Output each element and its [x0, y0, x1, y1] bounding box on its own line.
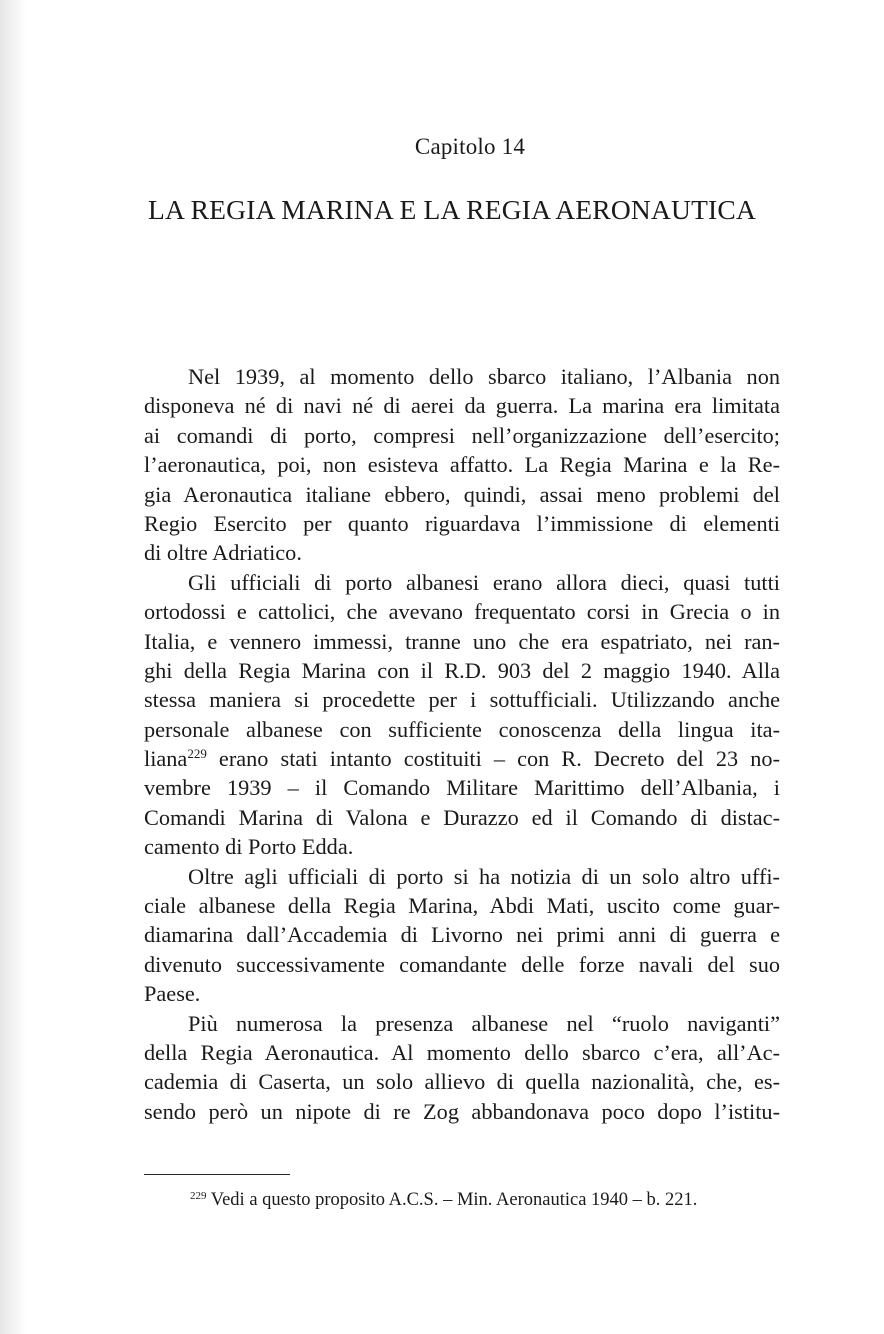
chapter-title: LA REGIA MARINA E LA REGIA AERONAUTICA — [148, 194, 757, 225]
text-line: Gli ufficiali di porto albanesi erano allora dieci, quasi tutti — [188, 569, 780, 595]
page-gutter-shadow — [0, 0, 26, 1334]
text-line: Italia, e vennero immessi, tranne uno che era espatriato, nei ran- — [144, 628, 780, 654]
text-line: Paese. — [144, 981, 201, 1007]
text-line: vembre 1939 – il Comando Militare Marittimo dell’Albania, i — [144, 775, 780, 801]
text-line: ciale albanese della Regia Marina, Abdi Mati, uscito come guar- — [144, 893, 780, 919]
text-line: diamarina dall’Accademia di Livorno nei primi anni di guerra e — [144, 922, 780, 948]
text-line: gia Aeronautica italiane ebbero, quindi, assai meno problemi del — [144, 481, 780, 507]
text-line: personale albanese con sufficiente conoscenza della lingua ita- — [144, 716, 780, 742]
footnote-ref-229[interactable]: 229 — [187, 746, 207, 762]
text-line: divenuto successivamente comandante delle forze navali del suo — [144, 951, 780, 977]
body-text — [144, 362, 780, 1126]
chapter-label: Capitolo 14 — [414, 134, 526, 159]
text-line: camento di Porto Edda. — [144, 834, 354, 860]
text-line: disponeva né di navi né di aerei da guerra. La marina era limitata — [144, 393, 780, 419]
text-fragment: erano stati intanto costituiti – con R. Decreto del 23 no- — [206, 746, 780, 772]
footnote-229 — [190, 1190, 697, 1211]
text-line: Nel 1939, al momento dello sbarco italiano, l’Albania non — [188, 364, 780, 389]
text-line: ghi della Regia Marina con il R.D. 903 del 2 maggio 1940. Alla — [144, 657, 780, 683]
text-line: Oltre agli ufficiali di porto si ha notizia di un solo altro uffi- — [188, 863, 780, 889]
text-line: Più numerosa la presenza albanese nel “ruolo naviganti” — [188, 1010, 780, 1036]
text-line: Comandi Marina di Valona e Durazzo ed il Comando di distac- — [144, 804, 780, 830]
text-line: cademia di Caserta, un solo allievo di quella nazionalità, che, es- — [144, 1069, 780, 1095]
text-line: Regio Esercito per quanto riguardava l’immissione di elementi — [144, 510, 780, 536]
text-line: ortodossi e cattolici, che avevano frequentato corsi in Grecia o in — [144, 599, 780, 625]
text-line: ai comandi di porto, compresi nell’organizzazione dell’esercito; — [144, 422, 780, 448]
text-fragment: liana — [144, 746, 188, 772]
text-line-with-footnote — [144, 744, 780, 773]
text-line: di oltre Adriatico. — [144, 540, 302, 566]
text-line: sendo però un nipote di re Zog abbandonava poco dopo l’istitu- — [144, 1098, 780, 1124]
footnote-divider — [144, 1174, 290, 1175]
text-line: l’aeronautica, poi, non esisteva affatto. La Regia Marina e la Re- — [144, 452, 780, 478]
footnote-marker: 229 — [190, 1190, 207, 1202]
text-line: stessa maniera si procedette per i sottufficiali. Utilizzando anche — [144, 687, 780, 713]
text-line: della Regia Aeronautica. Al momento dello sbarco c’era, all’Ac- — [144, 1039, 780, 1065]
footnote-text: Vedi a questo proposito A.C.S. – Min. Aeronautica 1940 – b. 221. — [206, 1190, 698, 1210]
